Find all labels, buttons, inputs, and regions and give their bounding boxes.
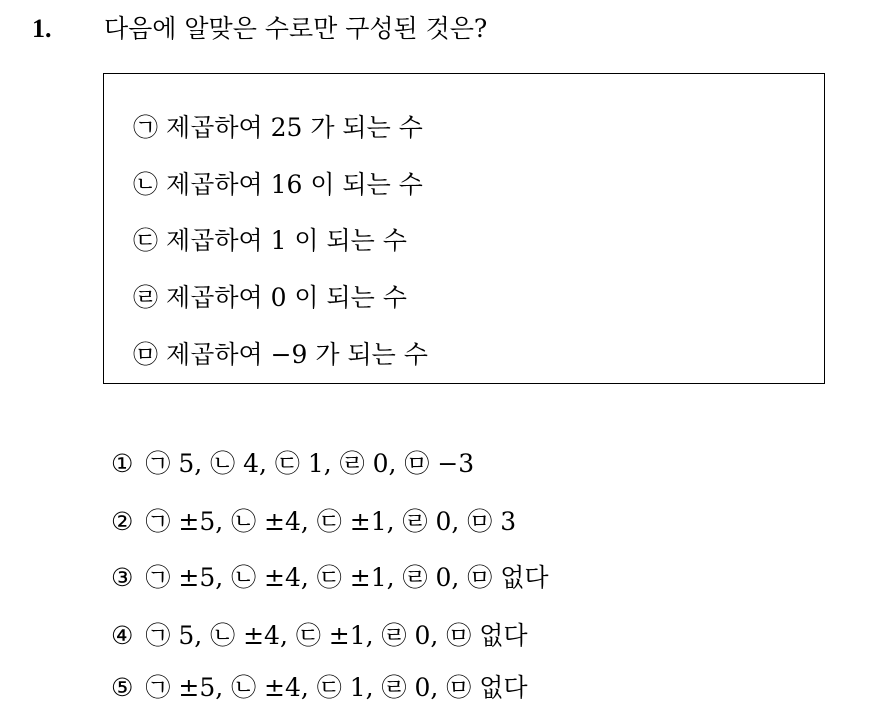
answer-choice-1[interactable] (111, 447, 474, 481)
statement-text: 제곱하여 0 이 되는 수 (166, 283, 407, 312)
statement-mark: ㉡ (133, 170, 159, 199)
statement-text: 제곱하여 1 이 되는 수 (166, 226, 407, 255)
choice-text: ㉠ ±5, ㉡ ±4, ㉢ 1, ㉣ 0, ㉤ 없다 (145, 673, 528, 702)
choice-number: ⑤ (111, 673, 134, 702)
statement-mark: ㉠ (133, 113, 159, 142)
choice-number: ④ (111, 621, 134, 650)
statement-text: 제곱하여 25 가 되는 수 (166, 113, 423, 142)
statement-mark: ㉤ (133, 340, 159, 369)
answer-choice-3[interactable] (111, 561, 549, 595)
question-text: 다음에 알맞은 수로만 구성된 것은? (104, 14, 488, 43)
question-number: 1. (32, 14, 52, 43)
statement-box (103, 73, 825, 384)
answer-choice-2[interactable] (111, 505, 516, 539)
choice-text: ㉠ ±5, ㉡ ±4, ㉢ ±1, ㉣ 0, ㉤ 없다 (145, 563, 549, 592)
choice-number: ① (111, 449, 134, 478)
statement-item (133, 338, 428, 372)
choice-number: ③ (111, 563, 134, 592)
statement-mark: ㉣ (133, 283, 159, 312)
statement-item (133, 224, 407, 258)
answer-choice-4[interactable] (111, 619, 528, 653)
choice-text: ㉠ ±5, ㉡ ±4, ㉢ ±1, ㉣ 0, ㉤ 3 (145, 507, 517, 536)
statement-item (133, 168, 423, 202)
choice-text: ㉠ 5, ㉡ ±4, ㉢ ±1, ㉣ 0, ㉤ 없다 (145, 621, 528, 650)
statement-item (133, 111, 423, 145)
statement-text: 제곱하여 16 이 되는 수 (166, 170, 423, 199)
statement-text: 제곱하여 −9 가 되는 수 (166, 340, 428, 369)
statement-item (133, 281, 407, 315)
statement-mark: ㉢ (133, 226, 159, 255)
choice-number: ② (111, 507, 134, 536)
choice-text: ㉠ 5, ㉡ 4, ㉢ 1, ㉣ 0, ㉤ −3 (145, 449, 475, 478)
answer-choice-5[interactable] (111, 671, 528, 705)
